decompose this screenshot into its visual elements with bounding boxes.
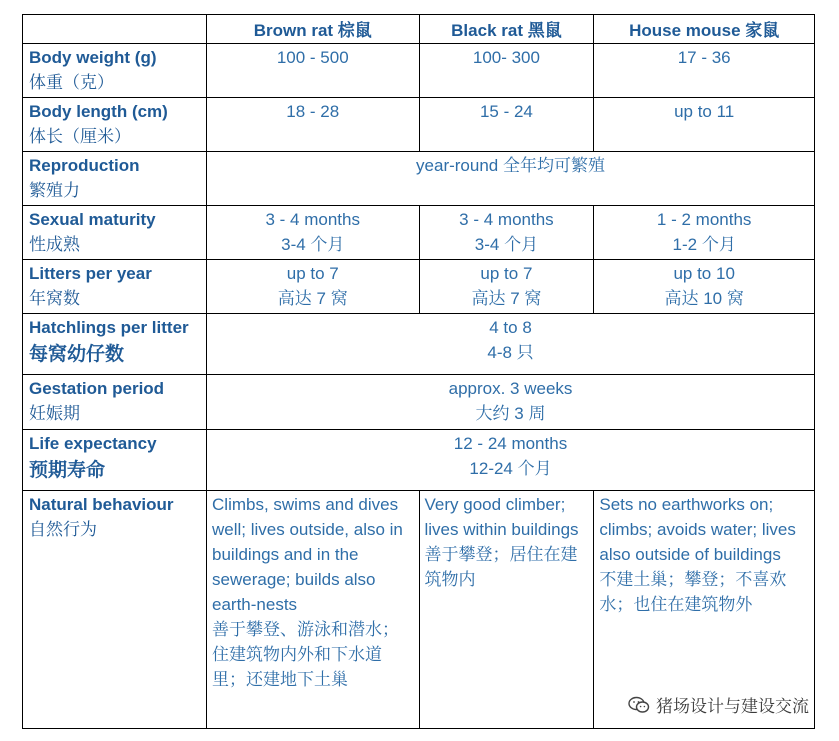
cell-brown-rat xyxy=(207,206,419,260)
row-label-hatchlings-per-litter xyxy=(23,314,207,375)
header-house-mouse: House mouse 家鼠 xyxy=(594,15,815,44)
value-zh: 善于攀登；居住在建筑物内 xyxy=(424,545,578,589)
cell-brown-rat: 18 - 28 xyxy=(207,98,419,152)
watermark xyxy=(626,692,811,717)
row-label-natural-behaviour xyxy=(23,491,207,729)
row-label-reproduction xyxy=(23,152,207,206)
value-en: 4 to 8 xyxy=(489,318,532,337)
cell-black-rat xyxy=(419,206,594,260)
value-zh: 3-4 个月 xyxy=(281,235,345,254)
row-label-body-weight xyxy=(23,44,207,98)
cell-all-species xyxy=(207,430,815,491)
row-label-zh: 体长（厘米） xyxy=(29,127,131,146)
value-en: up to 10 xyxy=(673,264,735,283)
cell-brown-rat xyxy=(207,260,419,314)
cell-black-rat: 100- 300 xyxy=(419,44,594,98)
cell-brown-rat xyxy=(207,491,419,729)
row-label-en: Body length (cm) xyxy=(29,102,168,121)
row-hatchlings-per-litter xyxy=(23,314,815,375)
cell-black-rat: 15 - 24 xyxy=(419,98,594,152)
row-body-weight xyxy=(23,44,815,98)
row-label-litters-per-year xyxy=(23,260,207,314)
row-label-en: Life expectancy xyxy=(29,434,157,453)
row-gestation-period xyxy=(23,375,815,430)
value-zh: 高达 7 窝 xyxy=(277,289,348,308)
row-sexual-maturity xyxy=(23,206,815,260)
value-en: 3 - 4 months xyxy=(459,210,554,229)
value-zh: 4-8 只 xyxy=(487,343,534,362)
value-zh: 3-4 个月 xyxy=(474,235,539,254)
row-reproduction xyxy=(23,152,815,206)
value-en: Climbs, swims and dives well; lives outside, also in buildings and in the sewerage; builds also earth-nests xyxy=(212,495,403,614)
watermark-text: 猪场设计与建设交流 xyxy=(656,697,809,716)
cell-all-species: year-round 全年均可繁殖 xyxy=(207,152,815,206)
cell-house-mouse: 17 - 36 xyxy=(594,44,815,98)
row-label-life-expectancy xyxy=(23,430,207,491)
row-label-en: Litters per year xyxy=(29,264,152,283)
cell-house-mouse xyxy=(594,206,815,260)
cell-house-mouse: up to 11 xyxy=(594,98,815,152)
row-label-zh: 每窝幼仔数 xyxy=(29,344,125,365)
wechat-icon xyxy=(628,696,650,714)
value-zh: 12-24 个月 xyxy=(469,459,552,478)
row-litters-per-year xyxy=(23,260,815,314)
cell-all-species xyxy=(207,375,815,430)
value-en: 12 - 24 months xyxy=(453,434,568,453)
value-zh: 高达 10 窝 xyxy=(664,289,744,308)
value-zh: 大约 3 周 xyxy=(475,404,546,423)
value-en: up to 7 xyxy=(480,264,533,283)
value-en: 1 - 2 months xyxy=(656,210,752,229)
value-zh: 高达 7 窝 xyxy=(471,289,542,308)
cell-black-rat xyxy=(419,260,594,314)
row-label-zh: 预期寿命 xyxy=(29,460,106,481)
row-life-expectancy xyxy=(23,430,815,491)
row-label-gestation-period xyxy=(23,375,207,430)
value-zh: 不建土巢；攀登；不喜欢水；也住在建筑物外 xyxy=(599,570,787,614)
cell-house-mouse xyxy=(594,260,815,314)
row-label-body-length xyxy=(23,98,207,152)
row-label-zh: 自然行为 xyxy=(29,520,97,539)
row-label-zh: 繁殖力 xyxy=(29,181,80,200)
value-en: 3 - 4 months xyxy=(265,210,360,229)
row-label-zh: 性成熟 xyxy=(29,235,80,254)
header-brown-rat: Brown rat 棕鼠 xyxy=(207,15,419,44)
value-en: Very good climber; lives within buildings xyxy=(424,495,579,539)
value-en: approx. 3 weeks xyxy=(448,379,573,398)
value-zh: 善于攀登、游泳和潜水；住建筑物内外和下水道里；还建地下土巢 xyxy=(212,620,400,689)
row-body-length xyxy=(23,98,815,152)
header-row xyxy=(23,15,815,44)
cell-all-species xyxy=(207,314,815,375)
row-label-sexual-maturity xyxy=(23,206,207,260)
row-label-zh: 体重（克） xyxy=(29,73,114,92)
row-label-zh: 年窝数 xyxy=(29,289,80,308)
row-label-en: Reproduction xyxy=(29,156,140,175)
value-zh: 1-2 个月 xyxy=(672,235,736,254)
row-label-en: Body weight (g) xyxy=(29,48,157,67)
cell-brown-rat: 100 - 500 xyxy=(207,44,419,98)
header-empty-cell xyxy=(23,15,207,44)
rodent-comparison-table xyxy=(22,14,815,729)
value-en: up to 7 xyxy=(286,264,339,283)
row-label-zh: 妊娠期 xyxy=(29,404,80,423)
row-label-en: Hatchlings per litter xyxy=(29,318,189,337)
row-label-en: Natural behaviour xyxy=(29,495,174,514)
value-en: Sets no earthworks on; climbs; avoids water; lives also outside of buildings xyxy=(599,495,796,564)
row-label-en: Gestation period xyxy=(29,379,165,398)
row-label-en: Sexual maturity xyxy=(29,210,156,229)
cell-black-rat xyxy=(419,491,594,729)
header-black-rat: Black rat 黑鼠 xyxy=(419,15,594,44)
